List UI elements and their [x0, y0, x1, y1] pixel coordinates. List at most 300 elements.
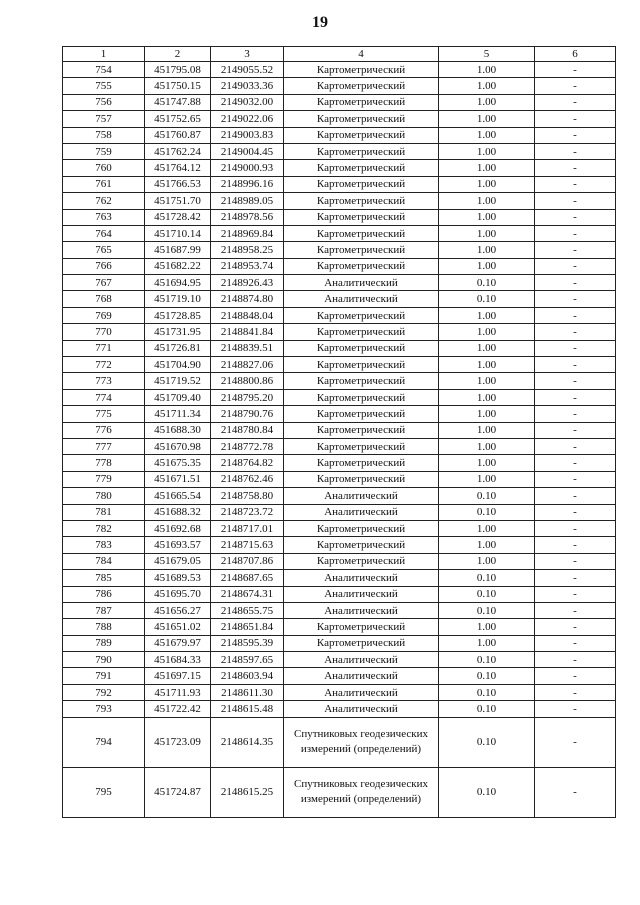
- accuracy-cell: 0.10: [439, 668, 535, 684]
- point-number-cell: 756: [63, 94, 145, 110]
- x-coordinate-cell: 451704.90: [145, 357, 211, 373]
- header-cell: 6: [535, 47, 616, 62]
- method-cell: Картометрический: [284, 307, 439, 323]
- accuracy-cell: 1.00: [439, 520, 535, 536]
- method-cell: Картометрический: [284, 209, 439, 225]
- x-coordinate-cell: 451656.27: [145, 602, 211, 618]
- x-coordinate-cell: 451679.05: [145, 553, 211, 569]
- header-cell: 1: [63, 47, 145, 62]
- method-cell: Картометрический: [284, 127, 439, 143]
- point-number-cell: 754: [63, 62, 145, 78]
- table-row: [63, 537, 616, 553]
- y-coordinate-cell: 2148717.01: [211, 520, 284, 536]
- note-cell: -: [535, 357, 616, 373]
- point-number-cell: 793: [63, 701, 145, 717]
- point-number-cell: 771: [63, 340, 145, 356]
- x-coordinate-cell: 451695.70: [145, 586, 211, 602]
- note-cell: -: [535, 127, 616, 143]
- point-number-cell: 784: [63, 553, 145, 569]
- method-cell: Картометрический: [284, 225, 439, 241]
- table-row: [63, 193, 616, 209]
- x-coordinate-cell: 451719.10: [145, 291, 211, 307]
- note-cell: -: [535, 258, 616, 274]
- y-coordinate-cell: 2148707.86: [211, 553, 284, 569]
- point-number-cell: 779: [63, 471, 145, 487]
- y-coordinate-cell: 2148996.16: [211, 176, 284, 192]
- point-number-cell: 777: [63, 438, 145, 454]
- table-row: [63, 586, 616, 602]
- table-row: [63, 94, 616, 110]
- method-cell: Картометрический: [284, 357, 439, 373]
- point-number-cell: 759: [63, 143, 145, 159]
- accuracy-cell: 1.00: [439, 455, 535, 471]
- point-number-cell: 765: [63, 242, 145, 258]
- accuracy-cell: 0.10: [439, 291, 535, 307]
- table-row: [63, 127, 616, 143]
- x-coordinate-cell: 451795.08: [145, 62, 211, 78]
- x-coordinate-cell: 451709.40: [145, 389, 211, 405]
- x-coordinate-cell: 451760.87: [145, 127, 211, 143]
- point-number-cell: 766: [63, 258, 145, 274]
- note-cell: -: [535, 520, 616, 536]
- method-cell: Картометрический: [284, 324, 439, 340]
- header-row: [63, 47, 616, 62]
- accuracy-cell: 1.00: [439, 127, 535, 143]
- y-coordinate-cell: 2148651.84: [211, 619, 284, 635]
- accuracy-cell: 1.00: [439, 406, 535, 422]
- accuracy-cell: 1.00: [439, 62, 535, 78]
- note-cell: -: [535, 62, 616, 78]
- note-cell: -: [535, 652, 616, 668]
- note-cell: -: [535, 209, 616, 225]
- y-coordinate-cell: 2149032.00: [211, 94, 284, 110]
- y-coordinate-cell: 2148674.31: [211, 586, 284, 602]
- x-coordinate-cell: 451731.95: [145, 324, 211, 340]
- point-number-cell: 776: [63, 422, 145, 438]
- y-coordinate-cell: 2148614.35: [211, 717, 284, 767]
- y-coordinate-cell: 2148969.84: [211, 225, 284, 241]
- note-cell: -: [535, 373, 616, 389]
- note-cell: -: [535, 340, 616, 356]
- x-coordinate-cell: 451693.57: [145, 537, 211, 553]
- y-coordinate-cell: 2148790.76: [211, 406, 284, 422]
- note-cell: -: [535, 471, 616, 487]
- y-coordinate-cell: 2148762.46: [211, 471, 284, 487]
- point-number-cell: 790: [63, 652, 145, 668]
- method-cell: Картометрический: [284, 520, 439, 536]
- method-cell: Аналитический: [284, 291, 439, 307]
- method-cell: Аналитический: [284, 586, 439, 602]
- table-row: [63, 438, 616, 454]
- x-coordinate-cell: 451726.81: [145, 340, 211, 356]
- header-cell: 4: [284, 47, 439, 62]
- method-cell: Аналитический: [284, 652, 439, 668]
- accuracy-cell: 1.00: [439, 307, 535, 323]
- accuracy-cell: 0.10: [439, 701, 535, 717]
- method-cell: Картометрический: [284, 258, 439, 274]
- accuracy-cell: 1.00: [439, 389, 535, 405]
- x-coordinate-cell: 451670.98: [145, 438, 211, 454]
- y-coordinate-cell: 2149033.36: [211, 78, 284, 94]
- point-number-cell: 788: [63, 619, 145, 635]
- x-coordinate-cell: 451728.85: [145, 307, 211, 323]
- y-coordinate-cell: 2148758.80: [211, 488, 284, 504]
- note-cell: -: [535, 504, 616, 520]
- x-coordinate-cell: 451711.93: [145, 684, 211, 700]
- accuracy-cell: 0.10: [439, 586, 535, 602]
- x-coordinate-cell: 451651.02: [145, 619, 211, 635]
- method-cell: Картометрический: [284, 176, 439, 192]
- table-row: [63, 652, 616, 668]
- x-coordinate-cell: 451692.68: [145, 520, 211, 536]
- point-number-cell: 795: [63, 767, 145, 817]
- y-coordinate-cell: 2148841.84: [211, 324, 284, 340]
- accuracy-cell: 1.00: [439, 619, 535, 635]
- note-cell: -: [535, 307, 616, 323]
- note-cell: -: [535, 553, 616, 569]
- table-row: [63, 635, 616, 651]
- x-coordinate-cell: 451728.42: [145, 209, 211, 225]
- y-coordinate-cell: 2148723.72: [211, 504, 284, 520]
- accuracy-cell: 1.00: [439, 111, 535, 127]
- point-number-cell: 775: [63, 406, 145, 422]
- accuracy-cell: 0.10: [439, 488, 535, 504]
- x-coordinate-cell: 451688.32: [145, 504, 211, 520]
- coordinates-table: [62, 46, 616, 818]
- table-row: [63, 570, 616, 586]
- method-cell: Аналитический: [284, 684, 439, 700]
- table-row: [63, 553, 616, 569]
- x-coordinate-cell: 451711.34: [145, 406, 211, 422]
- method-cell: Картометрический: [284, 553, 439, 569]
- table-row: [63, 602, 616, 618]
- x-coordinate-cell: 451684.33: [145, 652, 211, 668]
- method-cell: Картометрический: [284, 143, 439, 159]
- y-coordinate-cell: 2148800.86: [211, 373, 284, 389]
- method-cell: Картометрический: [284, 455, 439, 471]
- note-cell: -: [535, 389, 616, 405]
- table-row: [63, 291, 616, 307]
- y-coordinate-cell: 2148926.43: [211, 275, 284, 291]
- point-number-cell: 758: [63, 127, 145, 143]
- table-header: [63, 47, 616, 62]
- note-cell: -: [535, 570, 616, 586]
- table-row: [63, 520, 616, 536]
- point-number-cell: 768: [63, 291, 145, 307]
- accuracy-cell: 1.00: [439, 143, 535, 159]
- accuracy-cell: 0.10: [439, 570, 535, 586]
- y-coordinate-cell: 2148989.05: [211, 193, 284, 209]
- header-cell: 5: [439, 47, 535, 62]
- header-cell: 3: [211, 47, 284, 62]
- method-cell: Картометрический: [284, 422, 439, 438]
- table-row: [63, 373, 616, 389]
- note-cell: -: [535, 619, 616, 635]
- point-number-cell: 770: [63, 324, 145, 340]
- y-coordinate-cell: 2148953.74: [211, 258, 284, 274]
- table-row: [63, 471, 616, 487]
- method-cell: Картометрический: [284, 406, 439, 422]
- table-row: [63, 504, 616, 520]
- method-cell: Картометрический: [284, 537, 439, 553]
- table-row: [63, 684, 616, 700]
- x-coordinate-cell: 451688.30: [145, 422, 211, 438]
- x-coordinate-cell: 451750.15: [145, 78, 211, 94]
- x-coordinate-cell: 451723.09: [145, 717, 211, 767]
- note-cell: -: [535, 717, 616, 767]
- note-cell: -: [535, 78, 616, 94]
- method-cell: Аналитический: [284, 570, 439, 586]
- accuracy-cell: 1.00: [439, 225, 535, 241]
- note-cell: -: [535, 684, 616, 700]
- note-cell: -: [535, 291, 616, 307]
- point-number-cell: 763: [63, 209, 145, 225]
- x-coordinate-cell: 451762.24: [145, 143, 211, 159]
- x-coordinate-cell: 451697.15: [145, 668, 211, 684]
- method-cell: Картометрический: [284, 635, 439, 651]
- point-number-cell: 760: [63, 160, 145, 176]
- point-number-cell: 764: [63, 225, 145, 241]
- note-cell: -: [535, 635, 616, 651]
- accuracy-cell: 0.10: [439, 602, 535, 618]
- x-coordinate-cell: 451724.87: [145, 767, 211, 817]
- y-coordinate-cell: 2148615.48: [211, 701, 284, 717]
- table-row: [63, 455, 616, 471]
- accuracy-cell: 1.00: [439, 537, 535, 553]
- point-number-cell: 786: [63, 586, 145, 602]
- note-cell: -: [535, 438, 616, 454]
- point-number-cell: 792: [63, 684, 145, 700]
- table-row: [63, 488, 616, 504]
- y-coordinate-cell: 2149055.52: [211, 62, 284, 78]
- point-number-cell: 785: [63, 570, 145, 586]
- method-cell: Картометрический: [284, 373, 439, 389]
- accuracy-cell: 1.00: [439, 258, 535, 274]
- point-number-cell: 762: [63, 193, 145, 209]
- note-cell: -: [535, 143, 616, 159]
- note-cell: -: [535, 160, 616, 176]
- method-cell: Картометрический: [284, 193, 439, 209]
- y-coordinate-cell: 2149000.93: [211, 160, 284, 176]
- method-cell: Спутниковых геодезических измерений (определений): [284, 767, 439, 817]
- table-row: [63, 668, 616, 684]
- table-row: [63, 619, 616, 635]
- point-number-cell: 791: [63, 668, 145, 684]
- method-cell: Аналитический: [284, 504, 439, 520]
- method-cell: Картометрический: [284, 160, 439, 176]
- note-cell: -: [535, 225, 616, 241]
- accuracy-cell: 1.00: [439, 340, 535, 356]
- accuracy-cell: 1.00: [439, 422, 535, 438]
- table-row: [63, 258, 616, 274]
- y-coordinate-cell: 2148978.56: [211, 209, 284, 225]
- accuracy-cell: 1.00: [439, 324, 535, 340]
- accuracy-cell: 1.00: [439, 193, 535, 209]
- note-cell: -: [535, 767, 616, 817]
- method-cell: Картометрический: [284, 94, 439, 110]
- table-row: [63, 242, 616, 258]
- table-row: [63, 340, 616, 356]
- table-row: [63, 275, 616, 291]
- note-cell: -: [535, 602, 616, 618]
- point-number-cell: 780: [63, 488, 145, 504]
- accuracy-cell: 1.00: [439, 357, 535, 373]
- point-number-cell: 772: [63, 357, 145, 373]
- table-row: [63, 406, 616, 422]
- x-coordinate-cell: 451679.97: [145, 635, 211, 651]
- accuracy-cell: 1.00: [439, 635, 535, 651]
- table-body: [63, 62, 616, 818]
- point-number-cell: 761: [63, 176, 145, 192]
- accuracy-cell: 0.10: [439, 275, 535, 291]
- note-cell: -: [535, 94, 616, 110]
- point-number-cell: 794: [63, 717, 145, 767]
- point-number-cell: 782: [63, 520, 145, 536]
- point-number-cell: 778: [63, 455, 145, 471]
- point-number-cell: 774: [63, 389, 145, 405]
- table-row: [63, 111, 616, 127]
- note-cell: -: [535, 242, 616, 258]
- y-coordinate-cell: 2148958.25: [211, 242, 284, 258]
- accuracy-cell: 1.00: [439, 438, 535, 454]
- table-row: [63, 160, 616, 176]
- accuracy-cell: 0.10: [439, 684, 535, 700]
- point-number-cell: 757: [63, 111, 145, 127]
- y-coordinate-cell: 2149004.45: [211, 143, 284, 159]
- point-number-cell: 783: [63, 537, 145, 553]
- table-row: [63, 143, 616, 159]
- table-row: [63, 176, 616, 192]
- y-coordinate-cell: 2148772.78: [211, 438, 284, 454]
- x-coordinate-cell: 451719.52: [145, 373, 211, 389]
- method-cell: Картометрический: [284, 340, 439, 356]
- method-cell: Картометрический: [284, 78, 439, 94]
- point-number-cell: 781: [63, 504, 145, 520]
- x-coordinate-cell: 451675.35: [145, 455, 211, 471]
- x-coordinate-cell: 451665.54: [145, 488, 211, 504]
- x-coordinate-cell: 451747.88: [145, 94, 211, 110]
- table-row: [63, 209, 616, 225]
- table-row: [63, 307, 616, 323]
- method-cell: Аналитический: [284, 488, 439, 504]
- note-cell: -: [535, 193, 616, 209]
- accuracy-cell: 1.00: [439, 209, 535, 225]
- y-coordinate-cell: 2148874.80: [211, 291, 284, 307]
- method-cell: Аналитический: [284, 668, 439, 684]
- note-cell: -: [535, 668, 616, 684]
- y-coordinate-cell: 2149003.83: [211, 127, 284, 143]
- accuracy-cell: 1.00: [439, 176, 535, 192]
- y-coordinate-cell: 2148603.94: [211, 668, 284, 684]
- y-coordinate-cell: 2148795.20: [211, 389, 284, 405]
- note-cell: -: [535, 406, 616, 422]
- method-cell: Аналитический: [284, 701, 439, 717]
- page-number: 19: [312, 14, 328, 31]
- table-row: [63, 717, 616, 767]
- note-cell: -: [535, 586, 616, 602]
- accuracy-cell: 0.10: [439, 717, 535, 767]
- note-cell: -: [535, 275, 616, 291]
- table-row: [63, 767, 616, 817]
- x-coordinate-cell: 451689.53: [145, 570, 211, 586]
- point-number-cell: 755: [63, 78, 145, 94]
- method-cell: Аналитический: [284, 275, 439, 291]
- point-number-cell: 769: [63, 307, 145, 323]
- y-coordinate-cell: 2148764.82: [211, 455, 284, 471]
- header-cell: 2: [145, 47, 211, 62]
- y-coordinate-cell: 2148655.75: [211, 602, 284, 618]
- x-coordinate-cell: 451751.70: [145, 193, 211, 209]
- accuracy-cell: 1.00: [439, 242, 535, 258]
- accuracy-cell: 1.00: [439, 160, 535, 176]
- method-cell: Картометрический: [284, 389, 439, 405]
- table-row: [63, 62, 616, 78]
- accuracy-cell: 1.00: [439, 78, 535, 94]
- y-coordinate-cell: 2149022.06: [211, 111, 284, 127]
- note-cell: -: [535, 701, 616, 717]
- x-coordinate-cell: 451764.12: [145, 160, 211, 176]
- note-cell: -: [535, 176, 616, 192]
- accuracy-cell: 1.00: [439, 94, 535, 110]
- method-cell: Картометрический: [284, 619, 439, 635]
- table-row: [63, 389, 616, 405]
- accuracy-cell: 0.10: [439, 652, 535, 668]
- x-coordinate-cell: 451710.14: [145, 225, 211, 241]
- y-coordinate-cell: 2148780.84: [211, 422, 284, 438]
- x-coordinate-cell: 451722.42: [145, 701, 211, 717]
- method-cell: Картометрический: [284, 438, 439, 454]
- x-coordinate-cell: 451682.22: [145, 258, 211, 274]
- table-row: [63, 357, 616, 373]
- method-cell: Картометрический: [284, 471, 439, 487]
- x-coordinate-cell: 451766.53: [145, 176, 211, 192]
- note-cell: -: [535, 324, 616, 340]
- y-coordinate-cell: 2148595.39: [211, 635, 284, 651]
- y-coordinate-cell: 2148597.65: [211, 652, 284, 668]
- y-coordinate-cell: 2148827.06: [211, 357, 284, 373]
- method-cell: Аналитический: [284, 602, 439, 618]
- note-cell: -: [535, 422, 616, 438]
- note-cell: -: [535, 455, 616, 471]
- accuracy-cell: 1.00: [439, 471, 535, 487]
- table-row: [63, 324, 616, 340]
- accuracy-cell: 1.00: [439, 553, 535, 569]
- note-cell: -: [535, 537, 616, 553]
- table-row: [63, 78, 616, 94]
- x-coordinate-cell: 451687.99: [145, 242, 211, 258]
- x-coordinate-cell: 451671.51: [145, 471, 211, 487]
- table-row: [63, 701, 616, 717]
- method-cell: Картометрический: [284, 242, 439, 258]
- point-number-cell: 767: [63, 275, 145, 291]
- y-coordinate-cell: 2148615.25: [211, 767, 284, 817]
- y-coordinate-cell: 2148839.51: [211, 340, 284, 356]
- y-coordinate-cell: 2148687.65: [211, 570, 284, 586]
- x-coordinate-cell: 451752.65: [145, 111, 211, 127]
- method-cell: Картометрический: [284, 111, 439, 127]
- method-cell: Картометрический: [284, 62, 439, 78]
- y-coordinate-cell: 2148715.63: [211, 537, 284, 553]
- x-coordinate-cell: 451694.95: [145, 275, 211, 291]
- note-cell: -: [535, 488, 616, 504]
- table-row: [63, 422, 616, 438]
- method-cell: Спутниковых геодезических измерений (определений): [284, 717, 439, 767]
- point-number-cell: 773: [63, 373, 145, 389]
- note-cell: -: [535, 111, 616, 127]
- point-number-cell: 787: [63, 602, 145, 618]
- accuracy-cell: 0.10: [439, 767, 535, 817]
- accuracy-cell: 0.10: [439, 504, 535, 520]
